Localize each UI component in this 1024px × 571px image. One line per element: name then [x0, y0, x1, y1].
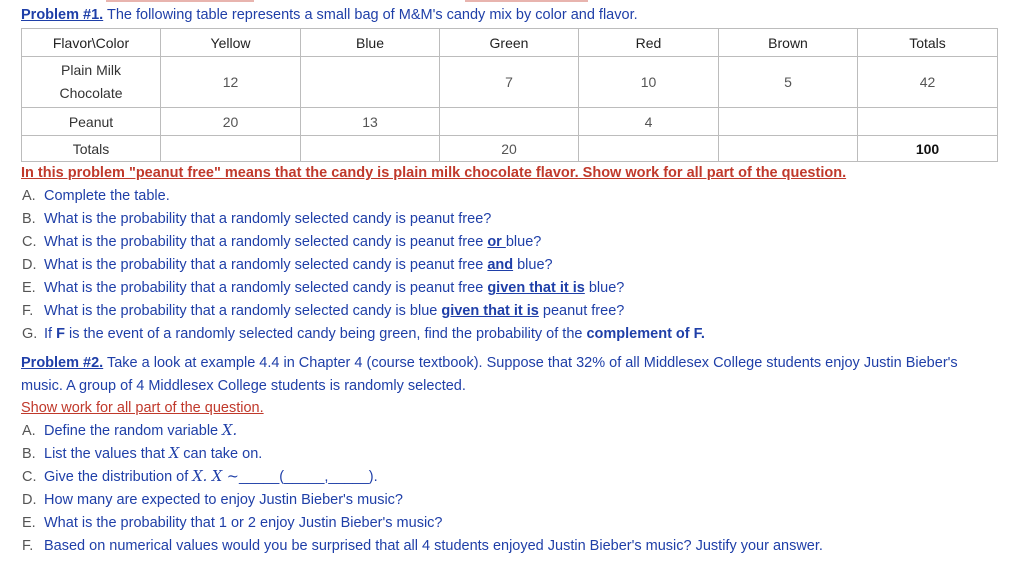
problem2-label: Problem #2. — [21, 355, 104, 371]
question-2b: B. List the values that X can take on. — [22, 446, 263, 462]
question-2a: A. Define the random variable X. — [22, 423, 238, 439]
problem1-note: In this problem "peanut free" means that the candy is plain milk chocolate flavor. Show work for all part of the question. — [21, 165, 847, 181]
question-1f: F. What is the probability that a randomly selected candy is blue given that it is peanut free? — [22, 303, 625, 319]
table-row — [22, 57, 998, 108]
row-label-totals: Totals — [22, 136, 161, 162]
cell[interactable] — [719, 136, 858, 162]
cell[interactable]: 5 — [719, 57, 858, 108]
cell[interactable] — [579, 136, 719, 162]
question-2c: C. Give the distribution of X. X ~_____(_____,_____). — [22, 469, 378, 485]
cell[interactable] — [858, 108, 998, 136]
header-red: Red — [579, 29, 719, 57]
cell[interactable]: 4 — [579, 108, 719, 136]
table-row — [22, 108, 998, 136]
cell[interactable] — [301, 57, 440, 108]
header-flavor-color: Flavor\Color — [22, 29, 161, 57]
table-header-row — [22, 29, 998, 57]
candy-table — [21, 28, 998, 162]
header-yellow: Yellow — [161, 29, 301, 57]
cell[interactable] — [161, 136, 301, 162]
problem1-intro: The following table represents a small bag of M&M's candy mix by color and flavor. — [103, 7, 638, 23]
question-1a: A. Complete the table. — [22, 188, 170, 204]
question-1b: B. What is the probability that a randomly selected candy is peanut free? — [22, 211, 492, 227]
header-totals: Totals — [858, 29, 998, 57]
cell[interactable]: 20 — [161, 108, 301, 136]
cell[interactable]: 10 — [579, 57, 719, 108]
cell[interactable] — [440, 108, 579, 136]
problem2-intro: Take a look at example 4.4 in Chapter 4 (course textbook). Suppose that 32% of all Middlesex College students enjoy Justin Bieber's music. A group of 4 Middlesex College students is randomly selected. — [21, 355, 958, 394]
question-2d: D. How many are expected to enjoy Justin Bieber's music? — [22, 492, 403, 508]
cell[interactable]: 7 — [440, 57, 579, 108]
cut-off-line-right — [465, 0, 588, 2]
problem2-note: Show work for all part of the question. — [21, 400, 264, 416]
question-1c: C. What is the probability that a randomly selected candy is peanut free or blue? — [22, 234, 542, 250]
question-1e: E. What is the probability that a randomly selected candy is peanut free given that it is blue? — [22, 280, 625, 296]
question-2e: E. What is the probability that 1 or 2 enjoy Justin Bieber's music? — [22, 515, 443, 531]
table-row — [22, 136, 998, 162]
cell[interactable] — [719, 108, 858, 136]
row-label-peanut: Peanut — [22, 108, 161, 136]
cut-off-line-left — [106, 0, 254, 2]
header-green: Green — [440, 29, 579, 57]
cell[interactable] — [301, 136, 440, 162]
row-label-plain-milk: Plain Milk Chocolate — [22, 57, 161, 108]
cell[interactable]: 12 — [161, 57, 301, 108]
question-2f: F. Based on numerical values would you be surprised that all 4 students enjoyed Justin Bieber's music? Justify your answer. — [22, 538, 823, 554]
question-1d: D. What is the probability that a randomly selected candy is peanut free and blue? — [22, 257, 553, 273]
header-blue: Blue — [301, 29, 440, 57]
question-1g: G. If F is the event of a randomly selected candy being green, find the probability of the complement of F. — [22, 326, 705, 342]
problem2-heading — [21, 352, 1001, 398]
grand-total-cell[interactable]: 100 — [858, 136, 998, 162]
cell[interactable]: 20 — [440, 136, 579, 162]
problem1-heading — [21, 7, 638, 23]
cell[interactable]: 42 — [858, 57, 998, 108]
cell[interactable]: 13 — [301, 108, 440, 136]
problem1-label: Problem #1. — [21, 7, 104, 23]
header-brown: Brown — [719, 29, 858, 57]
